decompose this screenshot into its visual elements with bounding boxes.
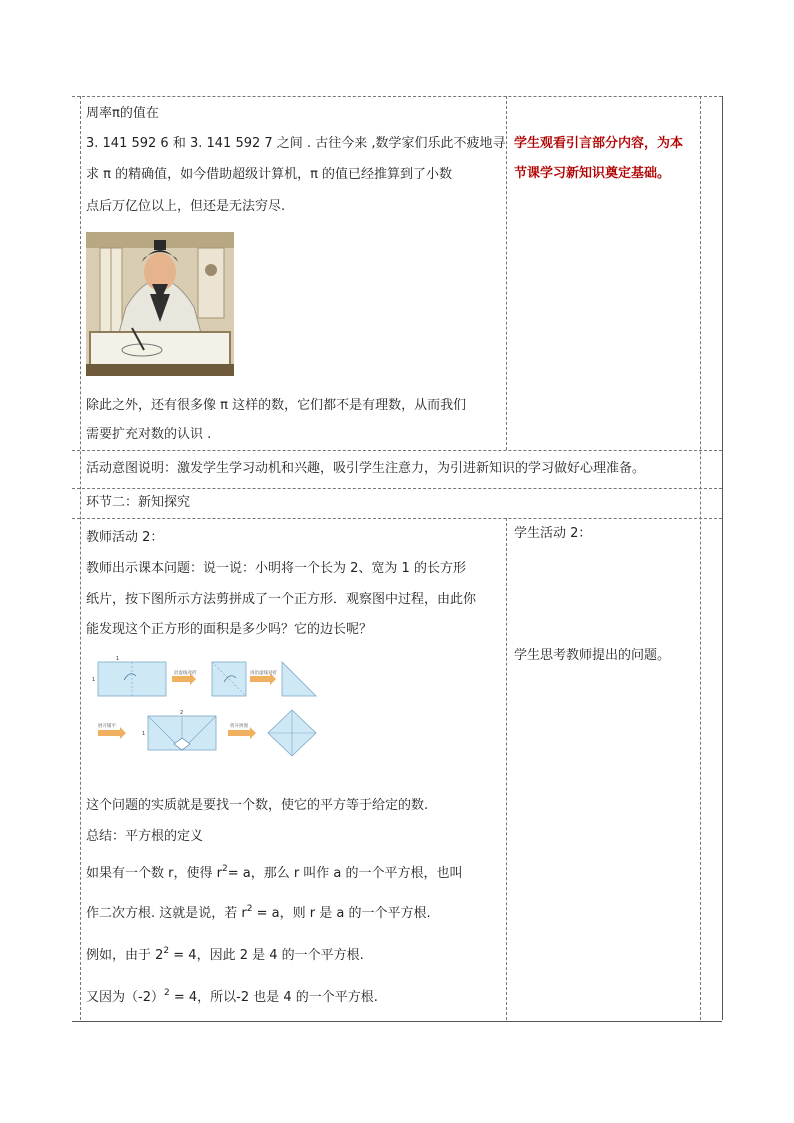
- row-divider: [72, 488, 722, 489]
- column-divider: [506, 518, 507, 1020]
- right-column-border: [700, 96, 701, 1020]
- teacher-heading: 教师活动 2：: [86, 530, 164, 545]
- teacher-line: 能发现这个正方形的面积是多少吗？它的边长呢？: [86, 622, 373, 637]
- section-title: 环节二：新知探究: [86, 495, 191, 510]
- row-divider: [72, 518, 722, 519]
- teacher-line: 教师出示课本问题：说一说：小明将一个长为 2、宽为 1 的长方形: [86, 561, 466, 576]
- label-width: 1: [92, 677, 96, 683]
- column-divider: [506, 96, 507, 450]
- essence-line: 这个问题的实质就是要找一个数，使它的平方等于给定的数.: [86, 798, 429, 813]
- activity-intent: 活动意图说明：激发学生学习动机和兴趣，吸引学生注意力，为引进新知识的学习做好心理准备。: [86, 461, 646, 476]
- intro-line: 除此之外，还有很多像 π 这样的数，它们都不是有理数，从而我们: [86, 398, 467, 413]
- summary-line: 总结：平方根的定义: [86, 829, 204, 844]
- table-left-border: [80, 96, 81, 1020]
- table-right-border: [722, 96, 723, 1020]
- step-label: 再沿虚线对折: [250, 671, 277, 676]
- student-intro-note: 节课学习新知识奠定基础。: [514, 166, 671, 181]
- example-line: 例如，由于 $2^2 = 4$，因此 2 是 4 的一个平方根.: [86, 946, 364, 963]
- step-label: 剪开拼图: [230, 724, 248, 729]
- label-length: 1: [116, 656, 120, 662]
- mathematician-illustration: [86, 232, 234, 376]
- student-note: 学生思考教师提出的问题。: [514, 648, 671, 663]
- example-line: 又因为$(-2)^2 = 4$，所以-2 也是 4 的一个平方根.: [86, 988, 378, 1005]
- step-label: 展开铺平: [98, 724, 116, 729]
- row-divider: [72, 450, 722, 451]
- intro-line: 点后万亿位以上，但还是无法穷尽.: [86, 199, 286, 214]
- intro-line: 3. 141 592 6 和 3. 141 592 7 之间 . 古往今来 ,数学家们乐此不疲地寻: [86, 136, 506, 151]
- intro-line: 周率π的值在: [86, 106, 159, 121]
- student-intro-note: 学生观看引言部分内容，为本: [514, 136, 684, 151]
- definition-line: 作二次方根. 这就是说，若 $r^2 = a$，则 r 是 a 的一个平方根.: [86, 904, 431, 921]
- step-label: 沿虚线对折: [174, 671, 197, 676]
- student-heading: 学生活动 2：: [514, 526, 592, 541]
- paper-folding-diagram: [86, 652, 346, 772]
- label-length: 2: [180, 710, 184, 716]
- definition-line: 如果有一个数 r，使得 $r^2= a$，那么 r 叫作 a 的一个平方根，也叫: [86, 864, 463, 881]
- intro-line: 求 π 的精确值，如今借助超级计算机，π 的值已经推算到了小数: [86, 167, 453, 182]
- label-width: 1: [142, 731, 146, 737]
- intro-line: 需要扩充对数的认识 .: [86, 427, 212, 442]
- teacher-line: 纸片，按下图所示方法剪拼成了一个正方形．观察图中过程，由此你: [86, 592, 477, 607]
